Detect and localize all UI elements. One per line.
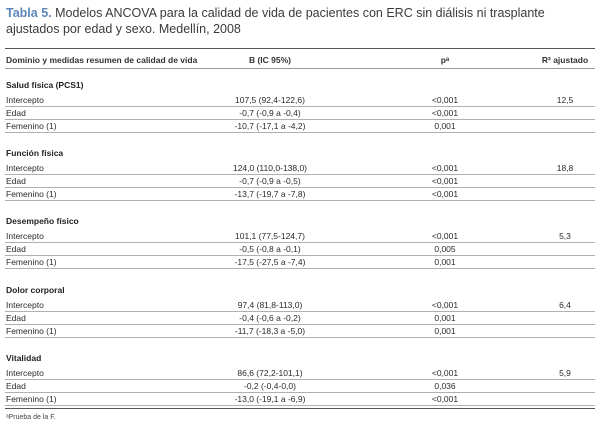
bottom-rule [5,408,595,409]
row-p-value: <0,001 [431,231,459,241]
row-label: Femenino (1) [6,394,57,404]
section-title: Función física [6,148,64,158]
header-col-r2: R² ajustado [541,55,589,65]
row-coefficient: -0,4 (-0,6 a -0,2) [239,313,301,323]
row-label: Femenino (1) [6,189,57,199]
row-label: Intercepto [6,231,44,241]
table-row [5,380,595,393]
row-coefficient: -0,7 (-0,9 a -0,4) [239,108,301,118]
row-label: Edad [6,244,26,254]
table-row [5,393,595,406]
row-divider [5,200,595,201]
row-label: Edad [6,108,26,118]
row-coefficient: -13,7 (-19,7 a -7,8) [234,189,306,199]
section-title: Desempeño físico [6,216,79,226]
row-coefficient: 97,4 (81,8-113,0) [237,300,303,310]
table-row [5,256,595,269]
row-r2: 5,9 [559,368,571,378]
table-row [5,188,595,201]
row-p-value: <0,001 [431,394,459,404]
row-p-value: 0,001 [434,326,456,336]
row-r2: 12,5 [556,95,574,105]
row-coefficient: -11,7 (-18,3 a -5,0) [234,326,306,336]
row-p-value: 0,001 [434,121,456,131]
row-label: Edad [6,381,26,391]
table-row [5,175,595,188]
row-p-value: <0,001 [431,189,459,199]
header-col-p: pᵃ [440,55,450,65]
table-title [6,5,594,37]
header-col-b: B (IC 95%) [248,55,292,65]
top-rule [5,48,595,49]
row-p-value: <0,001 [431,368,459,378]
row-p-value: <0,001 [431,176,459,186]
table-row [5,162,595,175]
row-r2: 18,8 [556,163,574,173]
section-title: Salud física (PCS1) [6,80,84,90]
table-row [5,94,595,107]
table-row [5,312,595,325]
row-p-value: 0,001 [434,313,456,323]
section-title: Vitalidad [6,353,42,363]
row-divider [5,405,595,406]
row-coefficient: -10,7 (-17,1 a -4,2) [234,121,306,131]
table-row [5,367,595,380]
row-p-value: <0,001 [431,95,459,105]
row-coefficient: -17,5 (-27,5 a -7,4) [234,257,306,267]
header-col-domain: Dominio y medidas resumen de calidad de vida [6,55,198,65]
row-label: Femenino (1) [6,257,57,267]
row-label: Intercepto [6,95,44,105]
row-coefficient: -13,0 (-19,1 a -6,9) [234,394,306,404]
row-p-value: <0,001 [431,108,459,118]
row-coefficient: -0,2 (-0,4-0,0) [244,381,296,391]
row-coefficient: -0,5 (-0,8 a -0,1) [239,244,301,254]
table-row [5,107,595,120]
row-label: Intercepto [6,163,44,173]
row-coefficient: -0,7 (-0,9 a -0,5) [239,176,301,186]
row-p-value: 0,005 [434,244,456,254]
row-divider [5,268,595,269]
row-p-value: 0,001 [434,257,456,267]
row-coefficient: 107,5 (92,4-122,6) [235,95,305,105]
row-divider [5,132,595,133]
row-coefficient: 124,0 (110,0-138,0) [232,163,308,173]
section-title: Dolor corporal [6,285,65,295]
table-row [5,299,595,312]
row-coefficient: 86,6 (72,2-101,1) [237,368,303,378]
row-p-value: <0,001 [431,300,459,310]
header-rule [5,68,595,69]
row-divider [5,337,595,338]
table-title-text: Modelos ANCOVA para la calidad de vida de pacientes con ERC sin diálisis ni trasplante ajustados por edad y sexo. Medellín, 2008 [6,6,545,36]
row-label: Edad [6,313,26,323]
row-r2: 6,4 [559,300,571,310]
table-row [5,120,595,133]
row-coefficient: 101,1 (77,5-124,7) [235,231,305,241]
row-label: Intercepto [6,300,44,310]
row-label: Femenino (1) [6,121,57,131]
row-p-value: <0,001 [431,163,459,173]
row-label: Femenino (1) [6,326,57,336]
row-label: Edad [6,176,26,186]
row-label: Intercepto [6,368,44,378]
table-row [5,230,595,243]
table-title-label: Tabla 5. [6,6,52,20]
footnote: ᵃPrueba de la F. [6,414,56,421]
table-row [5,243,595,256]
row-r2: 5,3 [559,231,571,241]
table-row [5,325,595,338]
row-p-value: 0,036 [434,381,456,391]
